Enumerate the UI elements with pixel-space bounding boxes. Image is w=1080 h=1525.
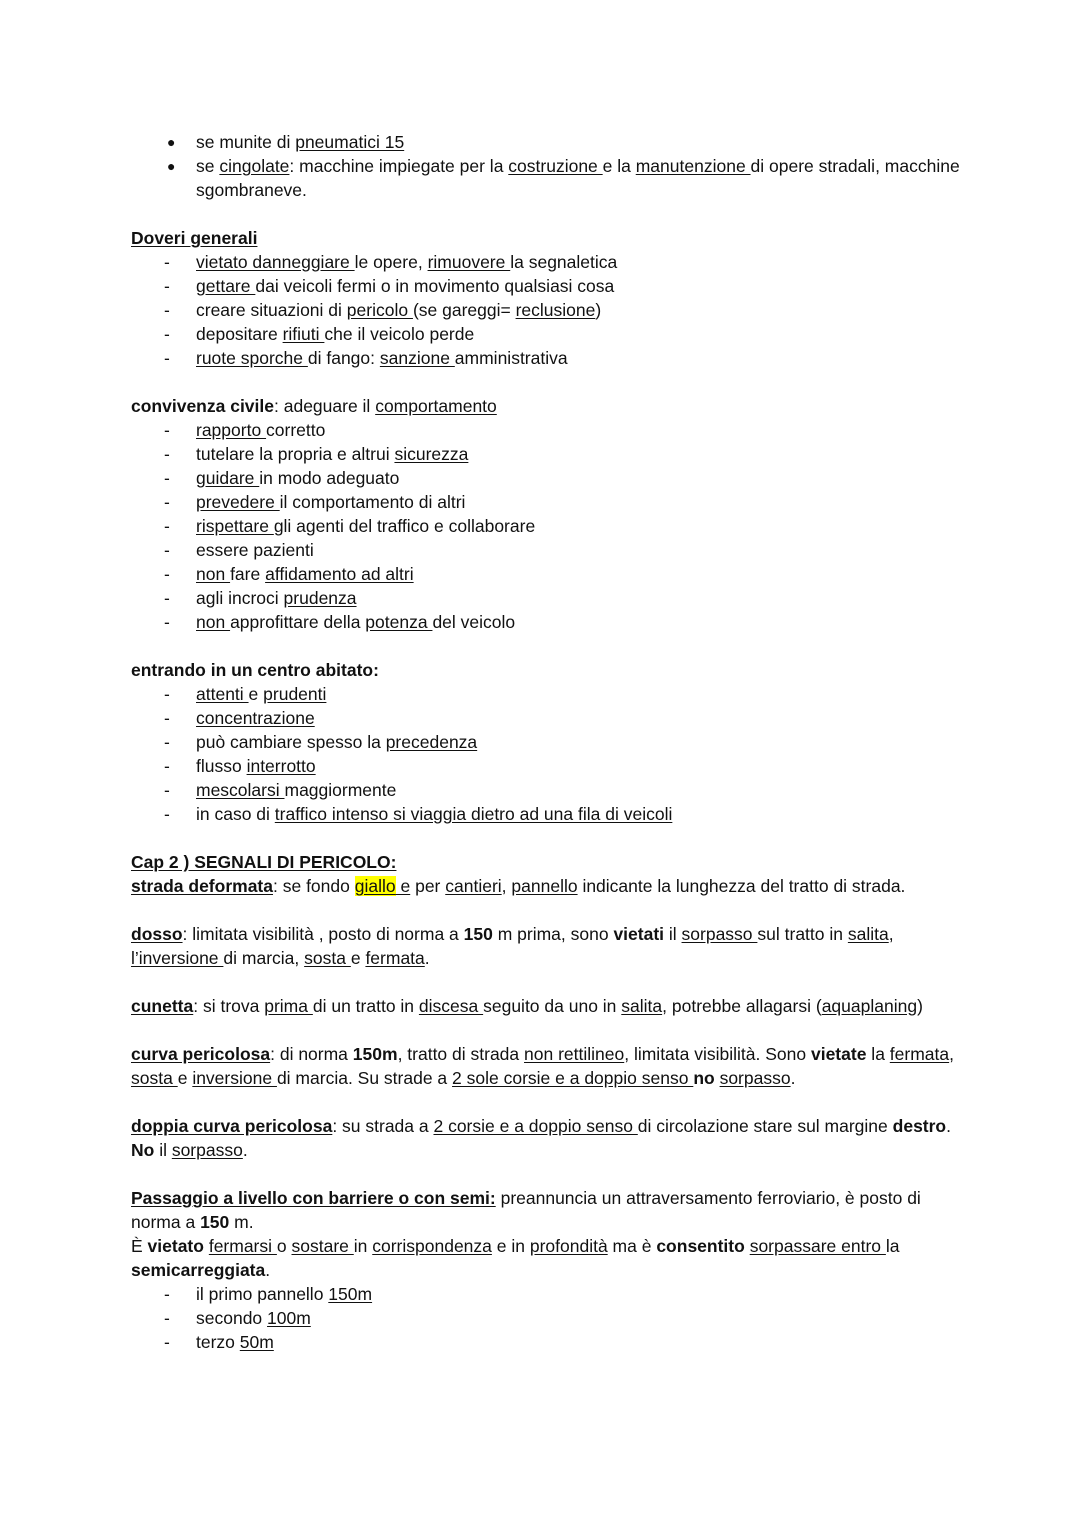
- text-segment: terzo: [196, 1332, 240, 1352]
- convivenza-list: [131, 418, 961, 634]
- text-segment: ruote sporche: [196, 348, 308, 368]
- text-segment: .: [424, 948, 430, 968]
- dash-bullet-icon: -: [164, 1284, 170, 1304]
- text-segment: e: [248, 684, 264, 704]
- paragraph-passaggio-divieti: [131, 1234, 961, 1282]
- text-segment: curva pericolosa: [131, 1044, 271, 1064]
- dash-bullet-icon: -: [164, 732, 170, 752]
- text-segment: affidamento ad altri: [265, 564, 414, 584]
- list-item: [131, 538, 961, 562]
- text-segment: semicarreggiata: [131, 1260, 266, 1280]
- text-segment: sul tratto in: [757, 924, 848, 944]
- list-item-text: [196, 252, 617, 272]
- text-segment: creare situazioni di: [196, 300, 347, 320]
- text-segment: e: [177, 1068, 193, 1088]
- list-item: [131, 466, 961, 490]
- dash-bullet-icon: -: [164, 756, 170, 776]
- text-segment: se: [196, 156, 220, 176]
- text-segment: manutenzione: [635, 156, 751, 176]
- text-segment: prudenza: [283, 588, 357, 608]
- text-segment: , tratto di strada: [397, 1044, 525, 1064]
- text-segment: sorpasso: [719, 1068, 791, 1088]
- paragraph-cunetta: [131, 994, 961, 1018]
- text-segment: interrotto: [246, 756, 316, 776]
- list-item-text: [196, 420, 325, 440]
- text-segment: essere pazienti: [196, 540, 314, 560]
- list-item: [131, 1330, 961, 1354]
- list-item: [131, 298, 961, 322]
- dash-bullet-icon: -: [164, 708, 170, 728]
- list-item: [131, 778, 961, 802]
- text-segment: flusso: [196, 756, 247, 776]
- text-segment: doppia curva pericolosa: [131, 1116, 333, 1136]
- text-segment: 2 sole corsie e a doppio senso: [452, 1068, 694, 1088]
- text-segment: non: [196, 612, 231, 632]
- text-segment: in: [353, 1236, 373, 1256]
- text-segment: può cambiare spesso la: [196, 732, 386, 752]
- text-segment: : macchine impiegate per la: [289, 156, 509, 176]
- text-segment: : se fondo: [273, 876, 355, 896]
- list-item-text: [196, 780, 396, 800]
- text-segment: entrando in un centro abitato:: [131, 660, 379, 680]
- list-item-text: [196, 300, 601, 320]
- text-segment: la: [866, 1044, 890, 1064]
- text-segment: , potrebbe allagarsi (: [662, 996, 822, 1016]
- list-item-text: [196, 588, 357, 608]
- text-segment: dai veicoli fermi o in movimento qualsiasi cosa: [255, 276, 615, 296]
- list-item: [131, 322, 961, 346]
- text-segment: di marcia. Su strade a: [276, 1068, 453, 1088]
- dash-bullet-icon: -: [164, 276, 170, 296]
- text-segment: di fango:: [307, 348, 380, 368]
- list-item: [131, 562, 961, 586]
- text-segment: o: [276, 1236, 292, 1256]
- text-segment: ,: [949, 1044, 954, 1064]
- dash-bullet-icon: -: [164, 1308, 170, 1328]
- text-segment: : si trova: [193, 996, 265, 1016]
- text-segment: rifiuti: [282, 324, 325, 344]
- list-item-text: [196, 684, 326, 704]
- bullet-item: [131, 130, 961, 154]
- dash-bullet-icon: -: [164, 1332, 170, 1352]
- text-segment: reclusione: [515, 300, 596, 320]
- text-segment: vietato danneggiare: [196, 252, 355, 272]
- list-item: [131, 754, 961, 778]
- text-segment: per: [410, 876, 446, 896]
- list-item-text: [196, 756, 316, 776]
- text-segment: e la: [602, 156, 636, 176]
- text-segment: .: [265, 1260, 271, 1280]
- text-segment: pericolo: [346, 300, 413, 320]
- section-heading-doveri: Doveri generali: [131, 228, 258, 248]
- text-segment: la: [885, 1236, 900, 1256]
- section-heading-centro: [131, 658, 961, 682]
- dash-bullet-icon: -: [164, 492, 170, 512]
- text-segment: l’inversione: [131, 948, 224, 968]
- list-item-text: [196, 564, 414, 584]
- text-segment: comportamento: [375, 396, 497, 416]
- text-segment: maggiormente: [284, 780, 397, 800]
- dash-bullet-icon: -: [164, 804, 170, 824]
- text-segment: 150: [463, 924, 493, 944]
- text-segment: di un tratto in: [312, 996, 419, 1016]
- text-segment: sorpasso: [681, 924, 758, 944]
- text-segment: profondità: [529, 1236, 608, 1256]
- text-segment: concentrazione: [196, 708, 315, 728]
- text-segment: costruzione: [508, 156, 603, 176]
- text-segment: guidare: [196, 468, 260, 488]
- chapter-title: Cap 2 ) SEGNALI DI PERICOLO:: [131, 852, 397, 872]
- document-content: [131, 130, 961, 1354]
- text-segment: il comportamento di altri: [279, 492, 466, 512]
- text-segment: non: [196, 564, 231, 584]
- list-item-text: [196, 468, 399, 488]
- text-segment: ): [917, 996, 923, 1016]
- dash-bullet-icon: -: [164, 252, 170, 272]
- text-segment: 150: [200, 1212, 230, 1232]
- text-segment: tutelare la propria e altrui: [196, 444, 395, 464]
- list-item-text: [196, 804, 672, 824]
- list-item-text: [196, 540, 314, 560]
- text-segment: e: [350, 948, 366, 968]
- text-segment: sosta: [304, 948, 351, 968]
- text-segment: : su strada a: [332, 1116, 434, 1136]
- text-segment: : adeguare il: [274, 396, 376, 416]
- dash-bullet-icon: -: [164, 684, 170, 704]
- text-segment: aquaplaning: [821, 996, 918, 1016]
- dash-bullet-icon: -: [164, 612, 170, 632]
- text-segment: salita: [847, 924, 889, 944]
- text-segment: di marcia,: [223, 948, 305, 968]
- text-segment: potenza: [365, 612, 433, 632]
- list-item-text: [196, 444, 468, 464]
- bullet-item: [131, 154, 961, 202]
- text-segment: Passaggio a livello con barriere o con semi:: [131, 1188, 496, 1208]
- list-item: [131, 418, 961, 442]
- text-segment: giallo: [354, 876, 396, 896]
- list-item-text: [196, 612, 515, 632]
- text-segment: discesa: [418, 996, 484, 1016]
- text-segment: ): [595, 300, 602, 320]
- text-segment: fermata: [889, 1044, 950, 1064]
- list-item-text: [196, 1308, 311, 1328]
- text-segment: No: [131, 1140, 155, 1160]
- text-segment: rapporto: [196, 420, 267, 440]
- text-segment: sorpasso: [171, 1140, 243, 1160]
- list-item: [131, 802, 961, 826]
- bullet-icon: ●: [167, 158, 176, 174]
- text-segment: depositare: [196, 324, 283, 344]
- pannelli-list: [131, 1282, 961, 1354]
- text-segment: inversione: [192, 1068, 277, 1088]
- paragraph-doppia-curva: [131, 1114, 961, 1162]
- text-segment: attenti: [196, 684, 249, 704]
- text-segment: : limitata visibilità , posto di norma a: [182, 924, 464, 944]
- list-item: [131, 274, 961, 298]
- text-segment: pannello: [511, 876, 578, 896]
- text-segment: in caso di: [196, 804, 275, 824]
- text-segment: traffico intenso si viaggia dietro ad una fila di veicoli: [274, 804, 673, 824]
- text-segment: convivenza civile: [131, 396, 274, 416]
- list-item: [131, 442, 961, 466]
- text-segment: prudenti: [263, 684, 327, 704]
- text-segment: rispettare: [196, 516, 274, 536]
- text-segment: di opere stradali, macchine sgombraneve.: [196, 156, 960, 200]
- text-segment: ,: [888, 924, 894, 944]
- list-item: [131, 730, 961, 754]
- text-segment: il primo pannello: [196, 1284, 329, 1304]
- list-item-text: [196, 732, 477, 752]
- text-segment: gettare: [196, 276, 256, 296]
- text-segment: gli agenti del traffico e collaborare: [273, 516, 536, 536]
- text-segment: di circolazione stare sul margine: [637, 1116, 893, 1136]
- dash-bullet-icon: -: [164, 780, 170, 800]
- paragraph-strada-deformata: [131, 874, 961, 898]
- paragraph-curva-pericolosa: [131, 1042, 961, 1090]
- text-segment: prevedere: [196, 492, 280, 512]
- list-item-text: [196, 1332, 274, 1352]
- dash-bullet-icon: -: [164, 516, 170, 536]
- text-segment: 2 corsie e a doppio senso: [433, 1116, 638, 1136]
- list-item-text: [196, 1284, 372, 1304]
- dash-bullet-icon: -: [164, 444, 170, 464]
- text-segment: strada deformata: [131, 876, 273, 896]
- text-segment: m prima, sono: [492, 924, 614, 944]
- list-item-text: [196, 708, 315, 728]
- text-segment: approfittare della: [230, 612, 366, 632]
- text-segment: È: [131, 1236, 148, 1256]
- text-segment: rimuovere: [427, 252, 511, 272]
- text-segment: fermata: [365, 948, 425, 968]
- centro-list: [131, 682, 961, 826]
- text-segment: consentito: [656, 1236, 745, 1256]
- dash-bullet-icon: -: [164, 420, 170, 440]
- text-segment: amministrativa: [454, 348, 568, 368]
- text-segment: vietato: [147, 1236, 204, 1256]
- rich-text: [196, 156, 960, 200]
- text-segment: 150m: [352, 1044, 398, 1064]
- list-item: [131, 1282, 961, 1306]
- text-segment: non rettilineo: [524, 1044, 625, 1064]
- text-segment: in modo adeguato: [259, 468, 400, 488]
- text-segment: le opere,: [354, 252, 428, 272]
- text-segment: corretto: [266, 420, 326, 440]
- doveri-list: [131, 250, 961, 370]
- text-segment: e: [395, 876, 411, 896]
- rich-text: [196, 132, 404, 152]
- text-segment: no: [693, 1068, 715, 1088]
- dash-bullet-icon: -: [164, 324, 170, 344]
- section-heading-convivenza: [131, 394, 961, 418]
- text-segment: 50m: [239, 1332, 274, 1352]
- list-item-text: [196, 516, 535, 536]
- text-segment: ,: [501, 876, 512, 896]
- text-segment: vietati: [613, 924, 665, 944]
- text-segment: vietate: [810, 1044, 867, 1064]
- list-item: [131, 250, 961, 274]
- text-segment: secondo: [196, 1308, 268, 1328]
- bullet-icon: ●: [167, 134, 176, 150]
- text-segment: m.: [229, 1212, 254, 1232]
- text-segment: che il veicolo perde: [324, 324, 475, 344]
- dash-bullet-icon: -: [164, 564, 170, 584]
- text-segment: cingolate: [219, 156, 290, 176]
- list-item: [131, 706, 961, 730]
- text-segment: .: [242, 1140, 248, 1160]
- list-item: [131, 490, 961, 514]
- list-item: [131, 682, 961, 706]
- text-segment: ma è: [607, 1236, 657, 1256]
- text-segment: seguito da uno in: [483, 996, 622, 1016]
- text-segment: sorpassare entro: [749, 1236, 886, 1256]
- text-segment: mescolarsi: [196, 780, 285, 800]
- text-segment: .: [946, 1116, 951, 1136]
- list-item-text: [196, 324, 474, 344]
- paragraph-dosso: [131, 922, 961, 970]
- text-segment: preannuncia un attraversamento ferroviario, è posto di norma a: [131, 1188, 921, 1232]
- text-segment: del veicolo: [432, 612, 516, 632]
- text-segment: destro: [892, 1116, 947, 1136]
- list-item-text: [196, 276, 614, 296]
- text-segment: agli incroci: [196, 588, 284, 608]
- text-segment: prima: [264, 996, 313, 1016]
- text-segment: indicante la lunghezza del tratto di strada.: [577, 876, 906, 896]
- text-segment: fare: [230, 564, 266, 584]
- dash-bullet-icon: -: [164, 348, 170, 368]
- text-segment: , limitata visibilità. Sono: [624, 1044, 811, 1064]
- text-segment: corrispondenza: [372, 1236, 492, 1256]
- text-segment: .: [790, 1068, 796, 1088]
- paragraph-passaggio-livello: [131, 1186, 961, 1234]
- text-segment: cantieri: [445, 876, 502, 896]
- text-segment: : di norma: [270, 1044, 353, 1064]
- text-segment: il: [154, 1140, 172, 1160]
- text-segment: pneumatici 15: [295, 132, 405, 152]
- text-segment: e in: [491, 1236, 530, 1256]
- list-item: [131, 586, 961, 610]
- text-segment: sicurezza: [394, 444, 469, 464]
- text-segment: sanzione: [379, 348, 455, 368]
- dash-bullet-icon: -: [164, 300, 170, 320]
- text-segment: la segnaletica: [510, 252, 618, 272]
- list-item: [131, 1306, 961, 1330]
- dash-bullet-icon: -: [164, 468, 170, 488]
- text-segment: cunetta: [131, 996, 194, 1016]
- dash-bullet-icon: -: [164, 588, 170, 608]
- text-segment: sostare: [291, 1236, 354, 1256]
- text-segment: 150m: [328, 1284, 373, 1304]
- text-segment: il: [664, 924, 682, 944]
- list-item: [131, 514, 961, 538]
- text-segment: precedenza: [385, 732, 478, 752]
- list-item-text: [196, 348, 568, 368]
- list-item-text: [196, 492, 465, 512]
- text-segment: 100m: [267, 1308, 311, 1328]
- list-item: [131, 610, 961, 634]
- text-segment: (se gareggi=: [412, 300, 516, 320]
- text-segment: se munite di: [196, 132, 296, 152]
- text-segment: sosta: [131, 1068, 178, 1088]
- dash-bullet-icon: -: [164, 540, 170, 560]
- text-segment: dosso: [131, 924, 183, 944]
- list-item: [131, 346, 961, 370]
- text-segment: fermarsi: [208, 1236, 277, 1256]
- text-segment: salita: [621, 996, 663, 1016]
